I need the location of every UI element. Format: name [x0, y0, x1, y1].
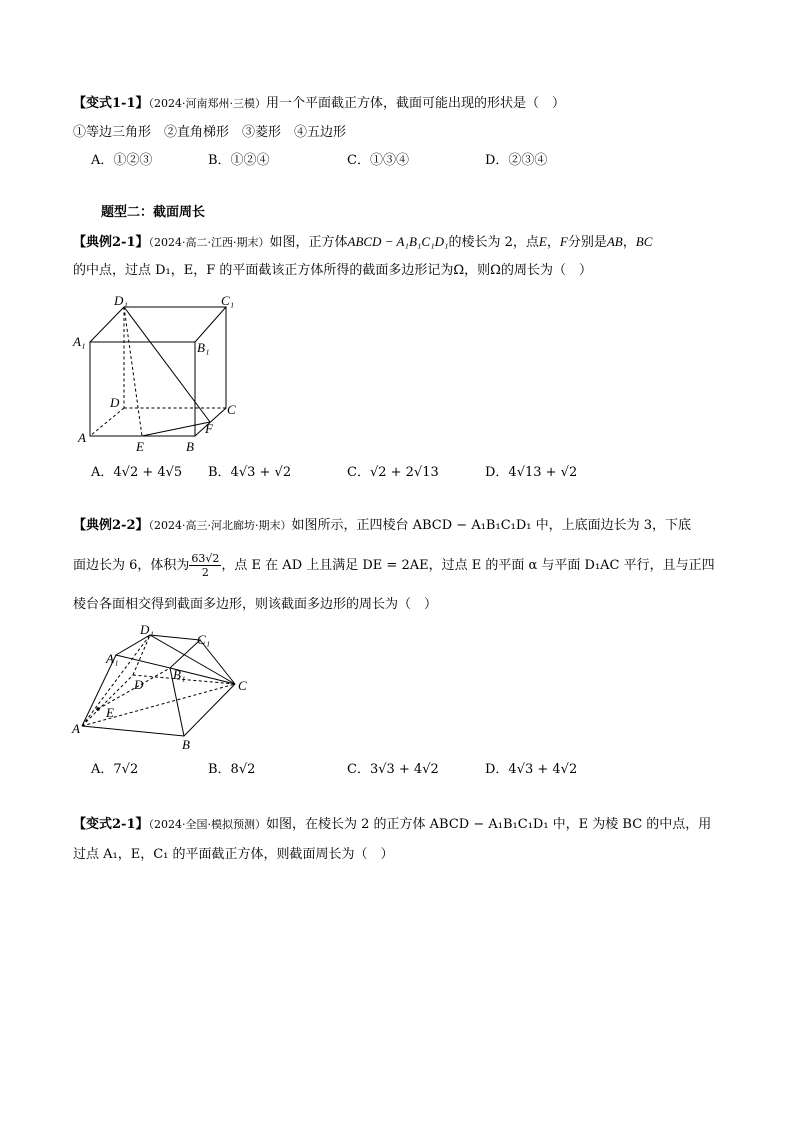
label-c1: C₁	[197, 632, 211, 647]
text-run: ，	[546, 235, 560, 250]
text-run: ，	[622, 235, 636, 250]
label-e: E	[136, 439, 144, 454]
cube-figure	[70, 290, 240, 460]
option-a: A．7√2	[91, 762, 139, 777]
question-tag: 【典例2-1】	[73, 235, 149, 250]
option-c: C．①③④	[347, 153, 409, 168]
fraction-numerator: 63√2	[191, 552, 220, 565]
option-a: A．①②③	[91, 153, 153, 168]
text-run: 分别是	[567, 235, 607, 250]
label-e: E	[106, 705, 114, 720]
label-a1: A₁	[106, 651, 119, 666]
question-source: （2024·高二·江西·期末）	[148, 236, 270, 249]
option-d: D．4√13 + √2	[485, 465, 578, 480]
front-face	[90, 342, 195, 436]
hidden-edge	[90, 408, 124, 436]
text-run: 如图，正方体	[269, 235, 348, 250]
option-a: A．4√2 + 4√5	[91, 465, 183, 480]
question-items: ①等边三角形 ②直角梯形 ③菱形 ④五边形	[73, 125, 347, 140]
label-b1: B₁	[197, 340, 210, 355]
label-d: D	[134, 677, 144, 692]
label-c: C	[238, 678, 247, 693]
fraction-denominator: 2	[201, 566, 209, 579]
question-e2-2-line3: 棱台各面相交得到截面多边形，则该截面多边形的周长为（ ）	[73, 597, 438, 612]
text-run: 面边长为 6，体积为	[73, 558, 190, 573]
question-text: 如图所示，正四棱台 ABCD − A₁B₁C₁D₁ 中，上底面边长为 3，下底	[291, 518, 692, 533]
label-d1: D₁	[140, 622, 154, 637]
label-b: B	[186, 439, 194, 454]
question-source: （2024·高三·河北廊坊·期末）	[148, 519, 292, 532]
option-b: B．①②④	[208, 153, 270, 168]
option-d: D．4√3 + 4√2	[485, 762, 578, 777]
math-run: ABCD − A₁B₁C₁D₁	[347, 234, 449, 249]
right-face-edge	[195, 307, 226, 436]
question-source: （2024·全国·模拟预测）	[148, 818, 266, 831]
line-d1c	[150, 635, 235, 684]
option-d: D．②③④	[485, 153, 548, 168]
question-v2-1-line2: 过点 A₁，E，C₁ 的平面截正方体，则截面周长为（ ）	[73, 847, 394, 862]
question-text: 如图，在棱长为 2 的正方体 ABCD − A₁B₁C₁D₁ 中，E 为棱 BC 的中点，用	[266, 817, 712, 832]
label-b: B	[182, 737, 190, 752]
top-face-edge	[90, 307, 226, 342]
label-c: C	[227, 402, 236, 417]
label-a: A	[72, 721, 80, 736]
section-line-d1f	[124, 307, 210, 422]
label-b1: B₁	[173, 667, 186, 682]
option-b: B．4√3 + √2	[208, 465, 292, 480]
question-e2-1-line1	[73, 233, 652, 252]
volume-fraction	[189, 552, 221, 579]
question-e2-2-line2	[73, 552, 715, 580]
question-v1-1	[73, 95, 565, 113]
question-text: 用一个平面截正方体，截面可能出现的形状是（ ）	[266, 96, 566, 111]
question-tag: 【典例2-2】	[73, 518, 149, 533]
text-run: ，点 E 在 AD 上且满足 DE = 2AE，过点 E 的平面 α 与平面 D₁AC 平行，且与正四	[221, 558, 715, 573]
question-e2-1-line2: 的中点，过点 D₁，E，F 的平面截该正方体所得的截面多边形记为Ω，则Ω的周长为（ ）	[73, 263, 592, 278]
option-c: C．√2 + 2√13	[347, 465, 439, 480]
bottom-edge	[82, 684, 235, 736]
question-e2-2-line1	[73, 517, 691, 535]
label-c1: C₁	[221, 293, 235, 308]
label-a1: A₁	[73, 334, 86, 349]
section-line-d1e	[124, 307, 142, 436]
label-f: F	[205, 421, 213, 436]
question-v2-1-line1	[73, 816, 711, 834]
option-c: C．3√3 + 4√2	[347, 762, 439, 777]
text-run: 的棱长为 2，点	[448, 235, 539, 250]
option-b: B．8√2	[208, 762, 256, 777]
math-run: BC	[635, 234, 653, 249]
question-tag: 【变式2-1】	[73, 817, 149, 832]
point-e	[96, 707, 100, 711]
label-d1: D₁	[114, 293, 128, 308]
math-run: AB	[606, 234, 623, 249]
label-d: D	[110, 395, 120, 410]
frustum-figure	[70, 620, 255, 755]
section-title: 题型二：截面周长	[101, 205, 206, 220]
label-a: A	[78, 430, 86, 445]
question-tag: 【变式1-1】	[73, 96, 149, 111]
question-source: （2024·河南郑州·三模）	[148, 97, 266, 110]
math-run: E	[538, 234, 547, 249]
section-line-ef	[142, 422, 210, 436]
math-run: F	[559, 234, 568, 249]
